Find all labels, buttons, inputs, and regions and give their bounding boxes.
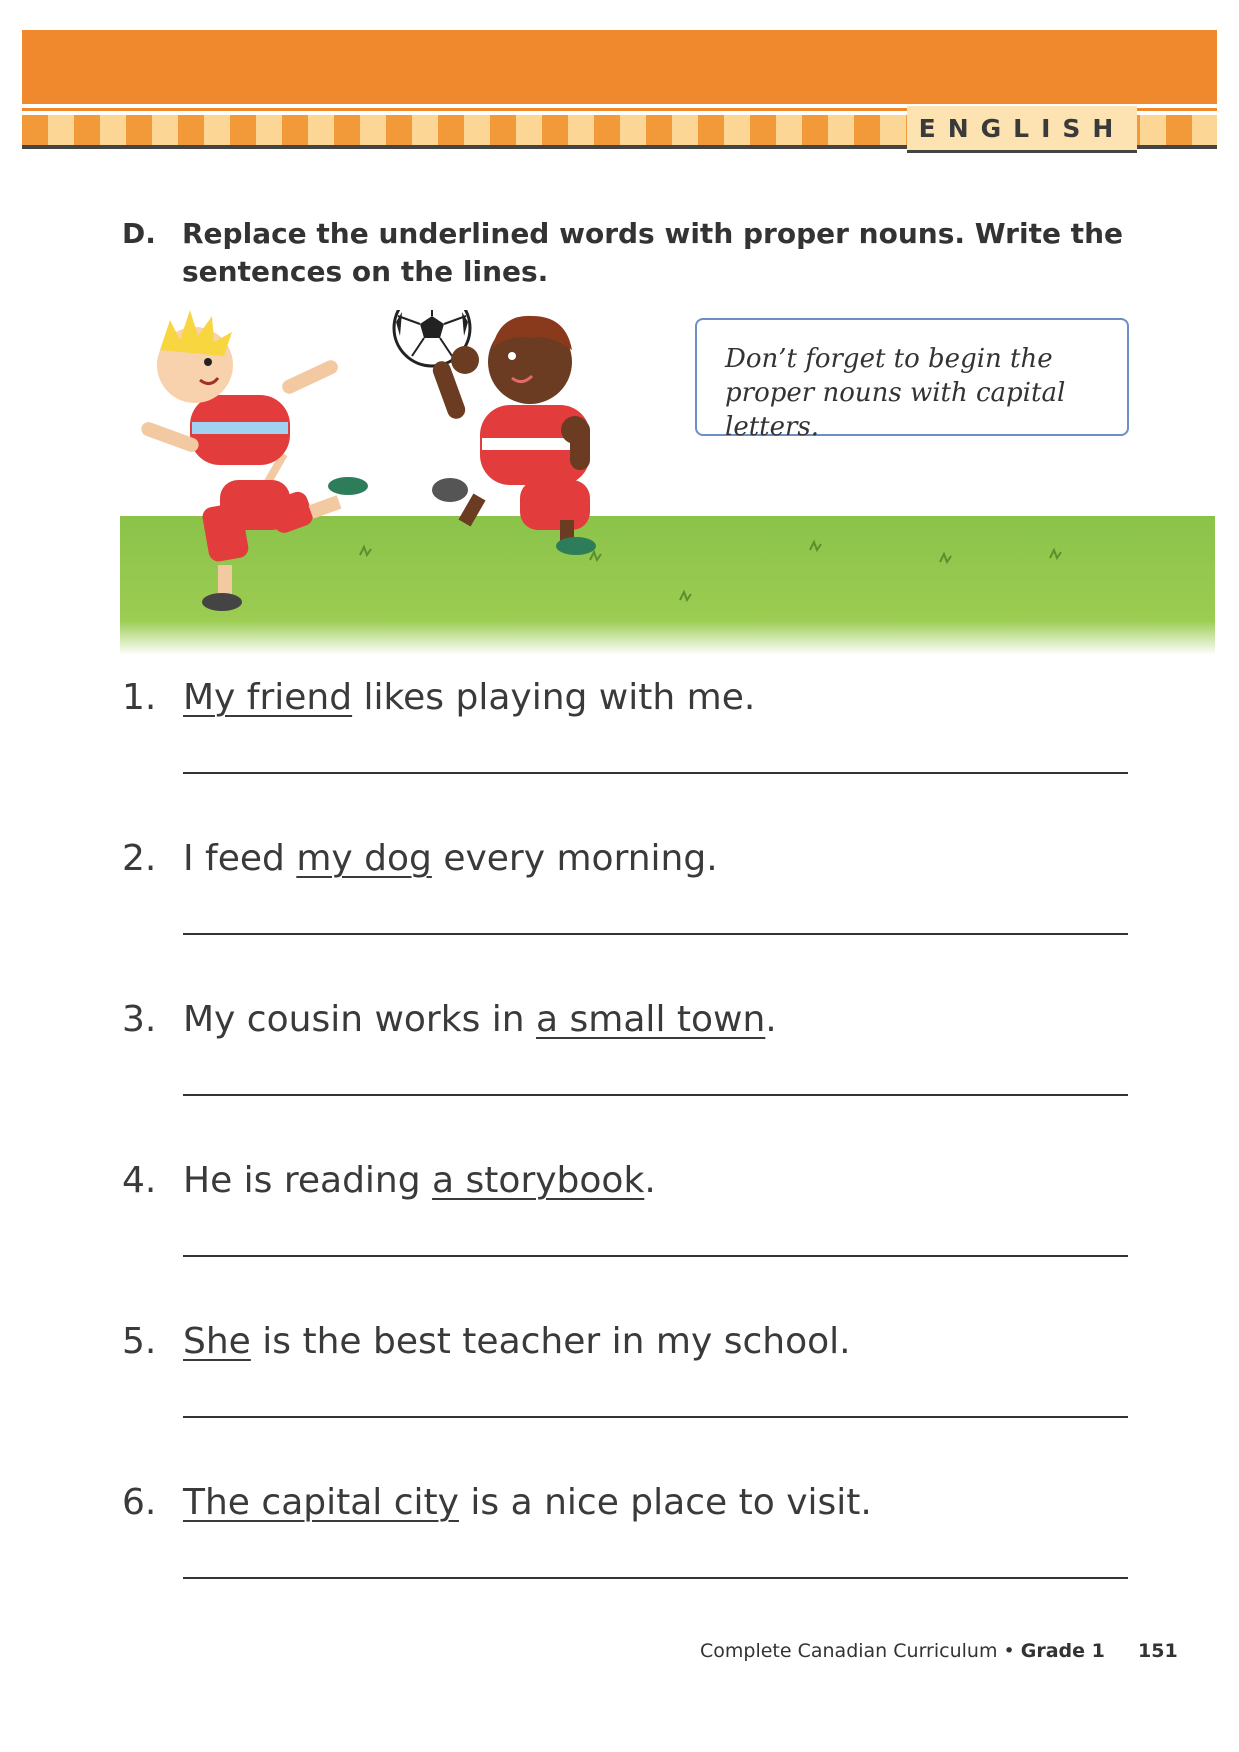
sentence-start: He is reading [183, 1160, 433, 1201]
question-sentence [183, 837, 718, 881]
question-5 [122, 1320, 1132, 1470]
underlined-words: my dog [296, 838, 432, 879]
tip-text: Don’t forget to begin the proper nouns with capital letters. [725, 344, 1066, 442]
question-sentence [183, 1481, 872, 1525]
grass-field [120, 516, 1215, 655]
sentence-start: I feed [183, 838, 297, 879]
sentence-end: is the best teacher in my school. [250, 1321, 851, 1362]
question-6 [122, 1481, 1132, 1631]
tip-speech-bubble [695, 318, 1129, 442]
banner-top-band [22, 30, 1217, 104]
answer-line[interactable] [183, 1416, 1128, 1418]
page-number: 151 [1138, 1640, 1178, 1662]
answer-line[interactable] [183, 1255, 1128, 1257]
subject-banner [22, 30, 1217, 150]
underlined-words: a small town [536, 999, 766, 1040]
question-3 [122, 998, 1132, 1148]
sentence-end: every morning. [431, 838, 718, 879]
question-number: 2. [122, 838, 157, 879]
question-number: 4. [122, 1160, 157, 1201]
question-number: 1. [122, 677, 157, 718]
sentence-end: is a nice place to visit. [458, 1482, 872, 1523]
subject-tab [907, 106, 1137, 153]
answer-line[interactable] [183, 772, 1128, 774]
answer-line[interactable] [183, 1577, 1128, 1579]
sentence-end: . [765, 999, 777, 1040]
question-sentence [183, 676, 755, 720]
question-number: 3. [122, 999, 157, 1040]
series-name: Complete Canadian Curriculum • [700, 1640, 1021, 1662]
underlined-words: The capital city [183, 1482, 459, 1523]
answer-line[interactable] [183, 1094, 1128, 1096]
sentence-end: . [644, 1160, 656, 1201]
instruction-text: Replace the underlined words with proper nouns. Write the sentences on the lines. [182, 217, 1123, 288]
grade-label: Grade 1 [1020, 1640, 1105, 1662]
underlined-words: a storybook [432, 1160, 645, 1201]
subject-label: ENGLISH [918, 114, 1126, 143]
question-1 [122, 676, 1132, 826]
sentence-start: My cousin works in [183, 999, 537, 1040]
question-2 [122, 837, 1132, 987]
question-sentence [183, 1159, 656, 1203]
sentence-end: likes playing with me. [352, 677, 756, 718]
answer-line[interactable] [183, 933, 1128, 935]
footer-series-title [700, 1640, 1105, 1662]
question-number: 6. [122, 1482, 157, 1523]
underlined-words: She [183, 1321, 251, 1362]
section-letter: D. [122, 217, 156, 250]
question-sentence [183, 998, 777, 1042]
question-number: 5. [122, 1321, 157, 1362]
question-sentence [183, 1320, 851, 1364]
underlined-words: My friend [183, 677, 353, 718]
question-4 [122, 1159, 1132, 1309]
